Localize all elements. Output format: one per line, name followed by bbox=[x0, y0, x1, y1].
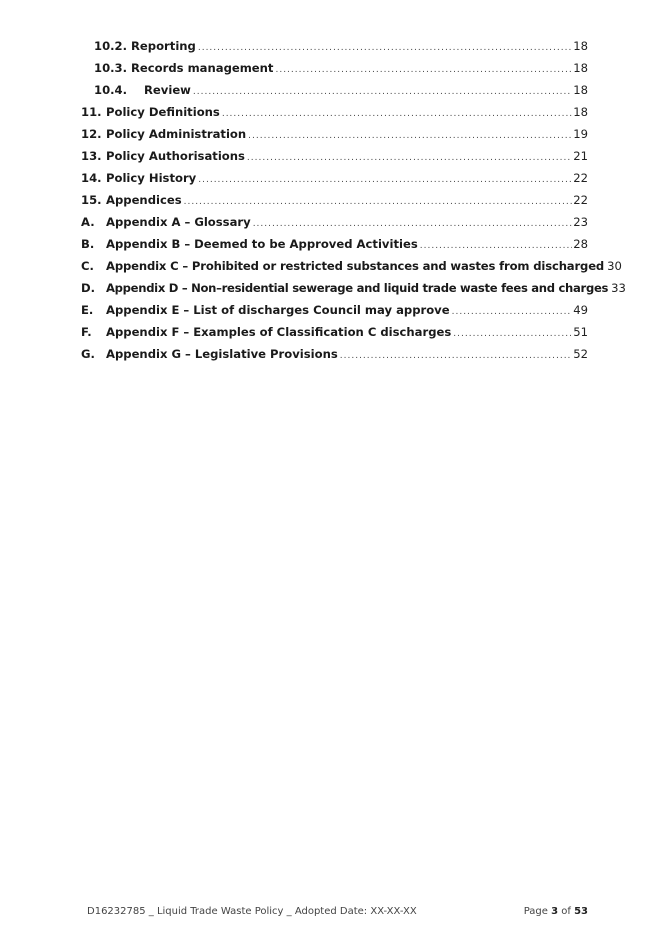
toc-dot-leader bbox=[420, 235, 572, 257]
footer-page-number bbox=[524, 906, 588, 917]
toc-entry-body bbox=[106, 233, 588, 257]
toc-entry-page: 18 bbox=[573, 61, 588, 75]
toc-entry-body bbox=[131, 35, 588, 59]
toc-entry-title[interactable]: Policy Administration bbox=[106, 127, 247, 141]
toc-entry-number: E. bbox=[81, 303, 94, 317]
footer-page-of: of bbox=[561, 906, 571, 917]
toc-entry-body bbox=[106, 167, 588, 191]
footer-page-current: 3 bbox=[551, 906, 559, 917]
toc-entry-page: 19 bbox=[573, 127, 588, 141]
toc-entry-number: 10.2. bbox=[94, 39, 128, 53]
toc-entry-page: 49 bbox=[573, 303, 588, 317]
toc-entry-title[interactable]: Reporting bbox=[131, 39, 196, 53]
toc-entry[interactable] bbox=[0, 123, 670, 145]
toc-entry-body bbox=[106, 145, 588, 169]
toc-dot-leader bbox=[198, 37, 572, 59]
toc-entry-title[interactable]: Records management bbox=[131, 61, 274, 75]
toc-entry[interactable] bbox=[0, 277, 670, 299]
toc-entry[interactable] bbox=[0, 321, 670, 343]
toc-entry-title[interactable]: Review bbox=[144, 83, 191, 97]
toc-dot-leader bbox=[453, 323, 572, 345]
toc-entry-title[interactable]: Appendix D – Non–residential sewerage and liquid trade waste fees and charges bbox=[106, 281, 609, 295]
toc-entry-page: 30 bbox=[607, 259, 622, 273]
toc-dot-leader bbox=[222, 103, 572, 125]
toc-dot-leader bbox=[184, 191, 573, 213]
toc-entry-page: 23 bbox=[573, 215, 588, 229]
toc-entry-page: 51 bbox=[573, 325, 588, 339]
toc-entry[interactable] bbox=[0, 211, 670, 233]
toc-entry-body bbox=[131, 57, 588, 81]
toc-entry-number: D. bbox=[81, 281, 96, 295]
toc-dot-leader bbox=[247, 147, 572, 169]
toc-entry-number: G. bbox=[81, 347, 95, 361]
toc-entry-body bbox=[106, 343, 588, 367]
toc-entry[interactable] bbox=[0, 189, 670, 211]
toc-entry-number: 10.3. bbox=[94, 61, 128, 75]
toc-entry-body bbox=[106, 299, 588, 323]
toc-entry-number: 14. bbox=[81, 171, 102, 185]
toc-entry-body bbox=[106, 211, 588, 235]
toc-entry-title[interactable]: Appendix F – Examples of Classification C discharges bbox=[106, 325, 452, 339]
toc-entry-body bbox=[106, 277, 626, 301]
toc-entry-page: 33 bbox=[611, 281, 626, 295]
toc-entry[interactable] bbox=[0, 343, 670, 365]
toc-entry-page: 18 bbox=[573, 83, 588, 97]
toc-entry-page: 22 bbox=[573, 193, 588, 207]
toc-entry-number: C. bbox=[81, 259, 94, 273]
toc-entry[interactable] bbox=[0, 79, 670, 101]
toc-entry-title[interactable]: Appendix C – Prohibited or restricted substances and wastes from discharged bbox=[106, 259, 605, 273]
toc-entry[interactable] bbox=[0, 145, 670, 167]
toc-entry-body bbox=[106, 101, 588, 125]
toc-entry-page: 18 bbox=[573, 39, 588, 53]
toc-entry[interactable] bbox=[0, 167, 670, 189]
table-of-contents bbox=[0, 35, 670, 365]
toc-entry-number: 12. bbox=[81, 127, 102, 141]
toc-entry[interactable] bbox=[0, 57, 670, 79]
toc-entry-title[interactable]: Appendix A – Glossary bbox=[106, 215, 251, 229]
toc-entry-number: A. bbox=[81, 215, 95, 229]
toc-entry-number: 11. bbox=[81, 105, 102, 119]
toc-entry-page: 52 bbox=[573, 347, 588, 361]
toc-entry-title[interactable]: Policy History bbox=[106, 171, 197, 185]
toc-entry-title[interactable]: Appendix G – Legislative Provisions bbox=[106, 347, 338, 361]
toc-entry[interactable] bbox=[0, 101, 670, 123]
toc-dot-leader bbox=[340, 345, 572, 367]
toc-dot-leader bbox=[248, 125, 572, 147]
toc-entry-body bbox=[106, 189, 588, 213]
toc-entry-number: 10.4. bbox=[94, 83, 128, 97]
toc-entry-page: 28 bbox=[573, 237, 588, 251]
toc-entry[interactable] bbox=[0, 255, 670, 277]
toc-entry-title[interactable]: Appendix B – Deemed to be Approved Activities bbox=[106, 237, 418, 251]
toc-entry[interactable] bbox=[0, 35, 670, 57]
toc-dot-leader bbox=[452, 301, 573, 323]
toc-entry-title[interactable]: Policy Authorisations bbox=[106, 149, 245, 163]
toc-dot-leader bbox=[193, 81, 572, 103]
toc-entry-number: B. bbox=[81, 237, 95, 251]
footer-page-total: 53 bbox=[574, 906, 588, 917]
toc-entry-body bbox=[106, 321, 588, 345]
toc-entry-title[interactable]: Policy Definitions bbox=[106, 105, 220, 119]
toc-entry-body bbox=[144, 79, 588, 103]
toc-dot-leader bbox=[275, 59, 572, 81]
toc-entry[interactable] bbox=[0, 299, 670, 321]
toc-entry-page: 22 bbox=[573, 171, 588, 185]
toc-entry-page: 18 bbox=[573, 105, 588, 119]
toc-entry[interactable] bbox=[0, 233, 670, 255]
toc-entry-number: F. bbox=[81, 325, 92, 339]
toc-entry-title[interactable]: Appendices bbox=[106, 193, 182, 207]
toc-entry-number: 15. bbox=[81, 193, 102, 207]
toc-entry-body bbox=[106, 255, 622, 279]
toc-entry-body bbox=[106, 123, 588, 147]
toc-dot-leader bbox=[198, 169, 572, 191]
toc-entry-number: 13. bbox=[81, 149, 102, 163]
toc-entry-page: 21 bbox=[573, 149, 588, 163]
toc-entry-title[interactable]: Appendix E – List of discharges Council may approve bbox=[106, 303, 450, 317]
footer-page-label: Page bbox=[523, 906, 548, 917]
footer-document-reference: D16232785 _ Liquid Trade Waste Policy _ Adopted Date: XX-XX-XX bbox=[87, 906, 417, 917]
toc-dot-leader bbox=[253, 213, 573, 235]
